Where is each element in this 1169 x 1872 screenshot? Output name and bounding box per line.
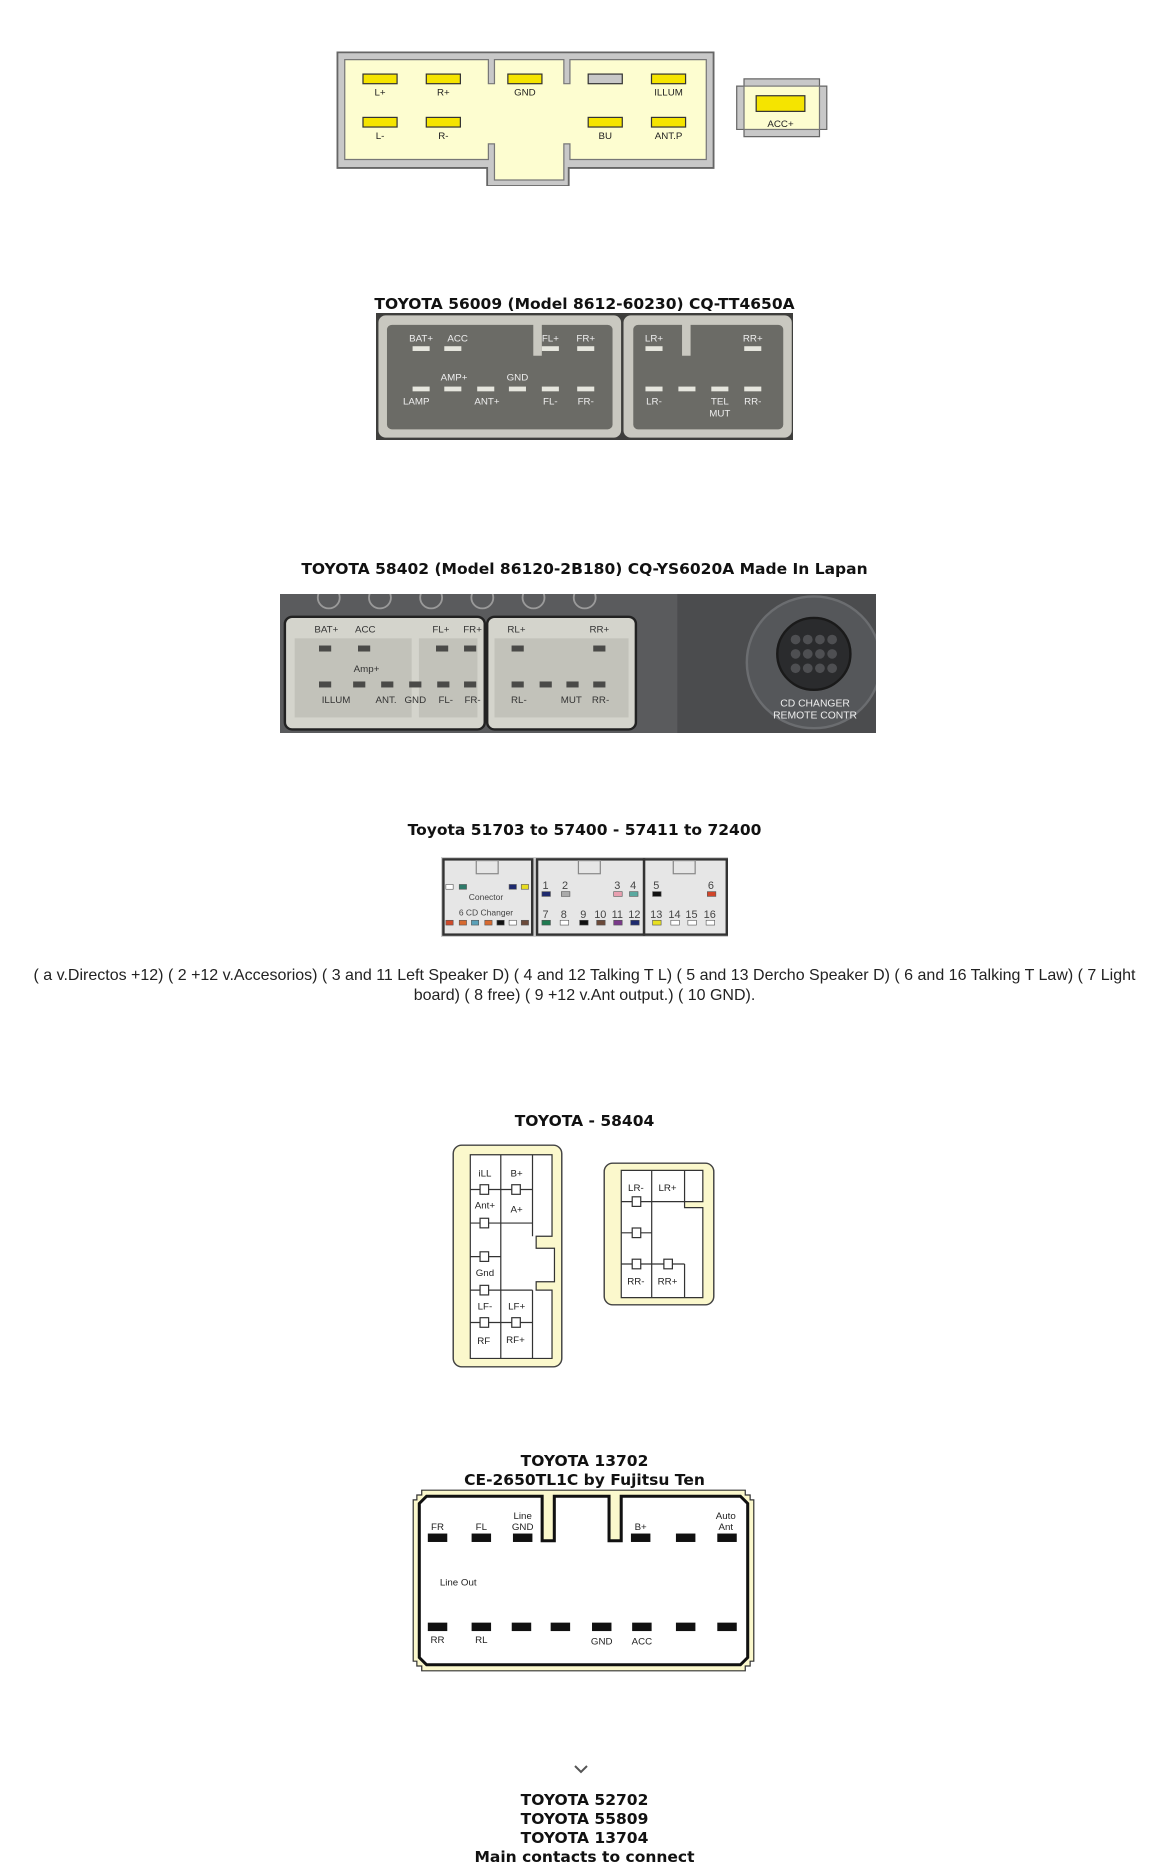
connector-2-title: TOYOTA 56009 (Model 8612-60230) CQ-TT4650A xyxy=(374,295,795,313)
pin-label: ANT+ xyxy=(474,396,500,408)
pin-label: Line xyxy=(513,1511,532,1523)
pin-label: LR+ xyxy=(644,333,664,345)
pin-label: B+ xyxy=(510,1168,523,1180)
pin-label: ACC xyxy=(631,1636,653,1648)
acc-pin-label: ACC+ xyxy=(767,119,794,131)
connector-5-title: TOYOTA - 58404 xyxy=(514,1112,655,1130)
pin-label: RR- xyxy=(744,396,762,408)
pin-label: TEL xyxy=(710,396,729,408)
changer-label: Conector xyxy=(468,892,504,902)
connector-diagram-4 xyxy=(441,857,728,937)
pin-label: BU xyxy=(598,131,612,143)
pin-number: 11 xyxy=(611,908,624,921)
pin-label: MUT xyxy=(709,408,731,420)
footer-titles: TOYOTA 52702 TOYOTA 55809 TOYOTA 13704 Main contacts to connect xyxy=(474,1791,695,1866)
pin-label: LR+ xyxy=(658,1182,677,1194)
connector-diagram-5-left xyxy=(452,1144,563,1368)
connector-3-title: TOYOTA 58402 (Model 86120-2B180) CQ-YS6020A Made In Lapan xyxy=(301,560,868,578)
pin-label: RR+ xyxy=(657,1276,678,1288)
pin-label: Amp+ xyxy=(353,663,380,675)
pin-label: GND xyxy=(514,87,536,99)
pin-number: 5 xyxy=(653,880,660,893)
pin-label: BAT+ xyxy=(409,333,434,345)
pin-label: FR xyxy=(431,1521,445,1533)
connector-diagram-6 xyxy=(412,1489,755,1672)
chevron-down-icon[interactable] xyxy=(572,1760,590,1778)
pin-label: LR- xyxy=(646,396,662,408)
pin-number: 4 xyxy=(630,880,637,893)
pin-label: ACC xyxy=(355,624,376,636)
pin-label: MUT xyxy=(560,695,582,707)
pin-label: Ant+ xyxy=(474,1200,496,1212)
pin-label: GND xyxy=(404,695,427,707)
pin-label: R+ xyxy=(436,87,450,99)
pin-description-caption: ( a v.Directos +12) ( 2 +12 v.Accesorios) ( 3 and 11 Left Speaker D) ( 4 and 12 Talking T L) ( 5 and 13 Dercho Speaker D) ( 6 and 16 Talking T Law) ( 7 Light board) ( 8 free) ( 9 +12 v.Ant output.) ( 10 GND). xyxy=(33,967,1136,1004)
pin-number: 15 xyxy=(685,908,698,921)
pin-label: GND xyxy=(590,1636,613,1648)
pin-label: BAT+ xyxy=(314,624,339,636)
pin-label: ACC xyxy=(447,333,468,345)
pin-number: 3 xyxy=(614,880,621,893)
connector-diagram-1 xyxy=(335,50,828,186)
pin-number: 2 xyxy=(561,880,569,893)
pin-label: RL+ xyxy=(507,624,526,636)
pin-label: RR- xyxy=(627,1276,645,1288)
pin-label: iLL xyxy=(478,1168,492,1180)
pin-label: A+ xyxy=(510,1204,523,1216)
pin-label: L- xyxy=(375,131,385,143)
pin-label: Auto xyxy=(715,1511,736,1523)
pin-label: FL- xyxy=(543,396,558,408)
pin-number: 8 xyxy=(560,908,567,921)
pin-label: B+ xyxy=(634,1521,647,1533)
pin-label: LAMP xyxy=(402,396,430,408)
pin-label: ANT. xyxy=(375,695,397,707)
pin-label: R- xyxy=(438,131,449,143)
pin-number: 6 xyxy=(707,880,715,893)
pin-label: FL- xyxy=(438,695,454,707)
pin-label: RF+ xyxy=(506,1334,525,1346)
pin-label: GND xyxy=(511,1521,534,1533)
changer-label: 6 CD Changer xyxy=(458,907,514,918)
pin-label: LF+ xyxy=(508,1301,526,1313)
cd-changer-label: REMOTE CONTR xyxy=(773,710,858,722)
pin-label: FR- xyxy=(577,396,594,408)
pin-label: ANT.P xyxy=(654,131,683,143)
pin-label: RR+ xyxy=(742,333,763,345)
cd-changer-label: CD CHANGER xyxy=(780,698,850,710)
pin-label: RL- xyxy=(511,695,527,707)
pin-label: ILLUM xyxy=(321,695,351,707)
pin-number: 1 xyxy=(542,880,549,893)
connector-diagram-3 xyxy=(280,594,876,733)
connector-diagram-2 xyxy=(376,313,793,440)
pin-number: 10 xyxy=(594,908,607,921)
pin-label: RR- xyxy=(591,695,610,707)
connector-6-title: TOYOTA 13702 CE-2650TL1C by Fujitsu Ten xyxy=(464,1452,705,1489)
pin-number: 13 xyxy=(650,908,663,921)
pin-label: RR xyxy=(430,1635,445,1647)
pin-label: RL xyxy=(475,1635,488,1647)
pin-label: RR+ xyxy=(589,624,610,636)
pin-label: FR+ xyxy=(463,624,482,636)
pin-label: RF xyxy=(477,1336,491,1348)
pin-number: 16 xyxy=(703,908,716,921)
connector-diagram-5-right xyxy=(603,1162,715,1306)
pin-label: AMP+ xyxy=(440,372,468,384)
pin-label: FR- xyxy=(464,695,481,707)
pin-label: FL xyxy=(475,1521,488,1533)
pin-number: 14 xyxy=(668,908,681,921)
pin-number: 9 xyxy=(580,908,587,921)
pin-label: Gnd xyxy=(475,1267,495,1279)
pin-label: GND xyxy=(506,372,529,384)
pin-label: FR+ xyxy=(576,333,596,345)
pin-label: Ant xyxy=(718,1521,734,1533)
pin-number: 7 xyxy=(542,908,549,921)
pin-label: L+ xyxy=(374,87,386,99)
pin-label: FL+ xyxy=(541,333,559,345)
pin-label: LR- xyxy=(628,1182,644,1194)
line-out-label: Line Out xyxy=(439,1577,477,1589)
pin-label: ILLUM xyxy=(654,87,683,99)
pin-label: LF- xyxy=(477,1301,493,1313)
connector-4-title: Toyota 51703 to 57400 - 57411 to 72400 xyxy=(407,821,762,839)
pin-label: FL+ xyxy=(432,624,450,636)
pin-number: 12 xyxy=(628,908,641,921)
